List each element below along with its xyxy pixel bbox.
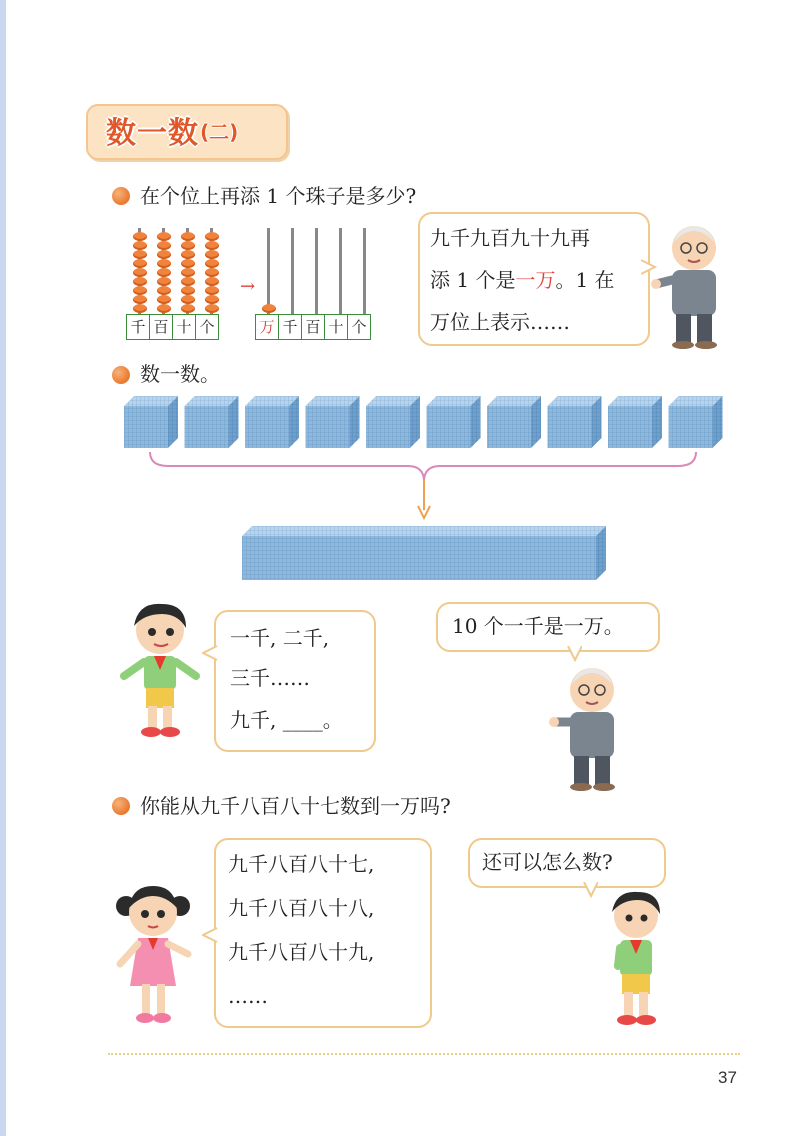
speech-bubble-grandpa-1 <box>418 212 650 346</box>
speech-bubble-grandpa-2 <box>436 602 660 652</box>
ten-thousand-block <box>242 526 610 582</box>
bubble-line: 九千八百八十九, <box>228 940 375 964</box>
bubble-line: 九千, ____。 <box>230 708 343 732</box>
girl-illustration <box>110 880 196 1030</box>
bubble-line: 九千八百八十八, <box>228 896 375 920</box>
speech-bubble-girl <box>214 838 432 1028</box>
abacus-bead <box>181 268 195 277</box>
abacus-bead <box>181 232 195 241</box>
bubble-text: 添 1 个是 <box>430 268 516 292</box>
grandpa-illustration <box>650 218 730 350</box>
thousand-cube <box>669 396 723 448</box>
abacus-bead <box>157 268 171 277</box>
bubble-text: 10 个一千是一万。 <box>452 614 624 638</box>
abacus-bead <box>133 259 147 268</box>
abacus-bead <box>205 241 219 250</box>
abacus-bead <box>133 286 147 295</box>
abacus-bead <box>181 295 195 304</box>
abacus-bead <box>181 250 195 259</box>
place-value-label: 千 <box>279 315 302 339</box>
bubble-text: 还可以怎么数? <box>482 850 613 874</box>
abacus-bead <box>157 241 171 250</box>
thousand-cube <box>608 396 662 448</box>
abacus-before <box>130 228 234 340</box>
abacus-bead <box>157 259 171 268</box>
page-number: 37 <box>718 1068 737 1087</box>
abacus-bead <box>133 250 147 259</box>
bubble-tail <box>202 926 218 944</box>
place-value-label: 个 <box>351 318 367 336</box>
abacus-rod <box>315 228 318 314</box>
abacus-rod <box>363 228 366 314</box>
abacus-bead <box>262 304 276 313</box>
place-value-labels <box>255 314 371 340</box>
highlight-text: 一万 <box>515 268 556 292</box>
abacus-bead <box>181 259 195 268</box>
abacus-bead <box>205 304 219 313</box>
abacus-bead <box>157 232 171 241</box>
abacus-rod <box>267 228 270 314</box>
bubble-line: 一千, 二千, <box>230 626 330 650</box>
question-1: 在个位上再添 1 个珠子是多少? <box>140 184 417 208</box>
abacus-bead <box>157 286 171 295</box>
lesson-title: 数一数 <box>106 116 199 151</box>
thousand-cube <box>245 396 299 448</box>
bullet-icon <box>112 366 130 384</box>
thousand-cube <box>548 396 602 448</box>
thousand-cube <box>427 396 481 448</box>
abacus-bead <box>205 232 219 241</box>
place-value-label: 千 <box>127 315 150 339</box>
speech-bubble-boy-2 <box>468 838 666 888</box>
bubble-line: 万位上表示…… <box>430 310 570 334</box>
abacus-bead <box>157 304 171 313</box>
abacus-bead <box>205 286 219 295</box>
bubble-tail <box>202 644 218 662</box>
arrow-right-icon: → <box>240 276 256 297</box>
abacus-after <box>259 228 389 340</box>
abacus-bead <box>157 250 171 259</box>
place-value-label: 十 <box>173 315 196 339</box>
bubble-line: …… <box>228 984 268 1008</box>
thousand-cube <box>306 396 360 448</box>
abacus-rod <box>339 228 342 314</box>
place-value-label: 个 <box>199 318 215 336</box>
abacus-bead <box>133 232 147 241</box>
question-3: 你能从九千八百八十七数到一万吗? <box>140 794 451 818</box>
place-value-labels <box>126 314 219 340</box>
lesson-subtitle: (二) <box>200 120 239 144</box>
brace-arrow <box>148 452 698 522</box>
abacus-bead <box>181 277 195 286</box>
abacus-bead <box>205 268 219 277</box>
grandpa-illustration <box>548 660 628 792</box>
boy-illustration <box>598 886 672 1034</box>
question-2: 数一数。 <box>140 362 220 386</box>
place-value-label: 百 <box>150 315 173 339</box>
thousand-cubes-row <box>124 396 728 452</box>
footer-divider <box>108 1053 740 1055</box>
bubble-line: 九千八百八十七, <box>228 852 375 876</box>
abacus-bead <box>133 304 147 313</box>
abacus-bead <box>157 295 171 304</box>
bubble-line <box>430 260 615 300</box>
bullet-icon <box>112 797 130 815</box>
bubble-line: 三千…… <box>230 666 310 690</box>
abacus-bead <box>205 295 219 304</box>
abacus-rod <box>291 228 294 314</box>
bubble-tail <box>566 646 582 664</box>
abacus-bead <box>157 277 171 286</box>
thousand-cube <box>124 396 178 448</box>
place-value-label: 百 <box>302 315 325 339</box>
abacus-bead <box>133 277 147 286</box>
abacus-bead <box>181 241 195 250</box>
bullet-icon <box>112 187 130 205</box>
abacus-bead <box>205 250 219 259</box>
thousand-cube <box>366 396 420 448</box>
thousand-cube <box>487 396 541 448</box>
abacus-bead <box>181 286 195 295</box>
bubble-tail <box>582 882 598 900</box>
page-edge <box>0 0 6 1136</box>
bubble-text: 。1 在 <box>555 268 615 292</box>
place-value-label: 十 <box>325 315 348 339</box>
speech-bubble-boy <box>214 610 376 752</box>
bubble-tail <box>641 258 657 276</box>
abacus-bead <box>133 268 147 277</box>
abacus-bead <box>133 241 147 250</box>
abacus-bead <box>205 277 219 286</box>
abacus-bead <box>133 295 147 304</box>
bubble-line: 九千九百九十九再 <box>430 226 590 250</box>
boy-illustration <box>118 600 202 744</box>
place-value-label: 万 <box>256 315 279 339</box>
thousand-cube <box>185 396 239 448</box>
abacus-bead <box>205 259 219 268</box>
abacus-bead <box>181 304 195 313</box>
